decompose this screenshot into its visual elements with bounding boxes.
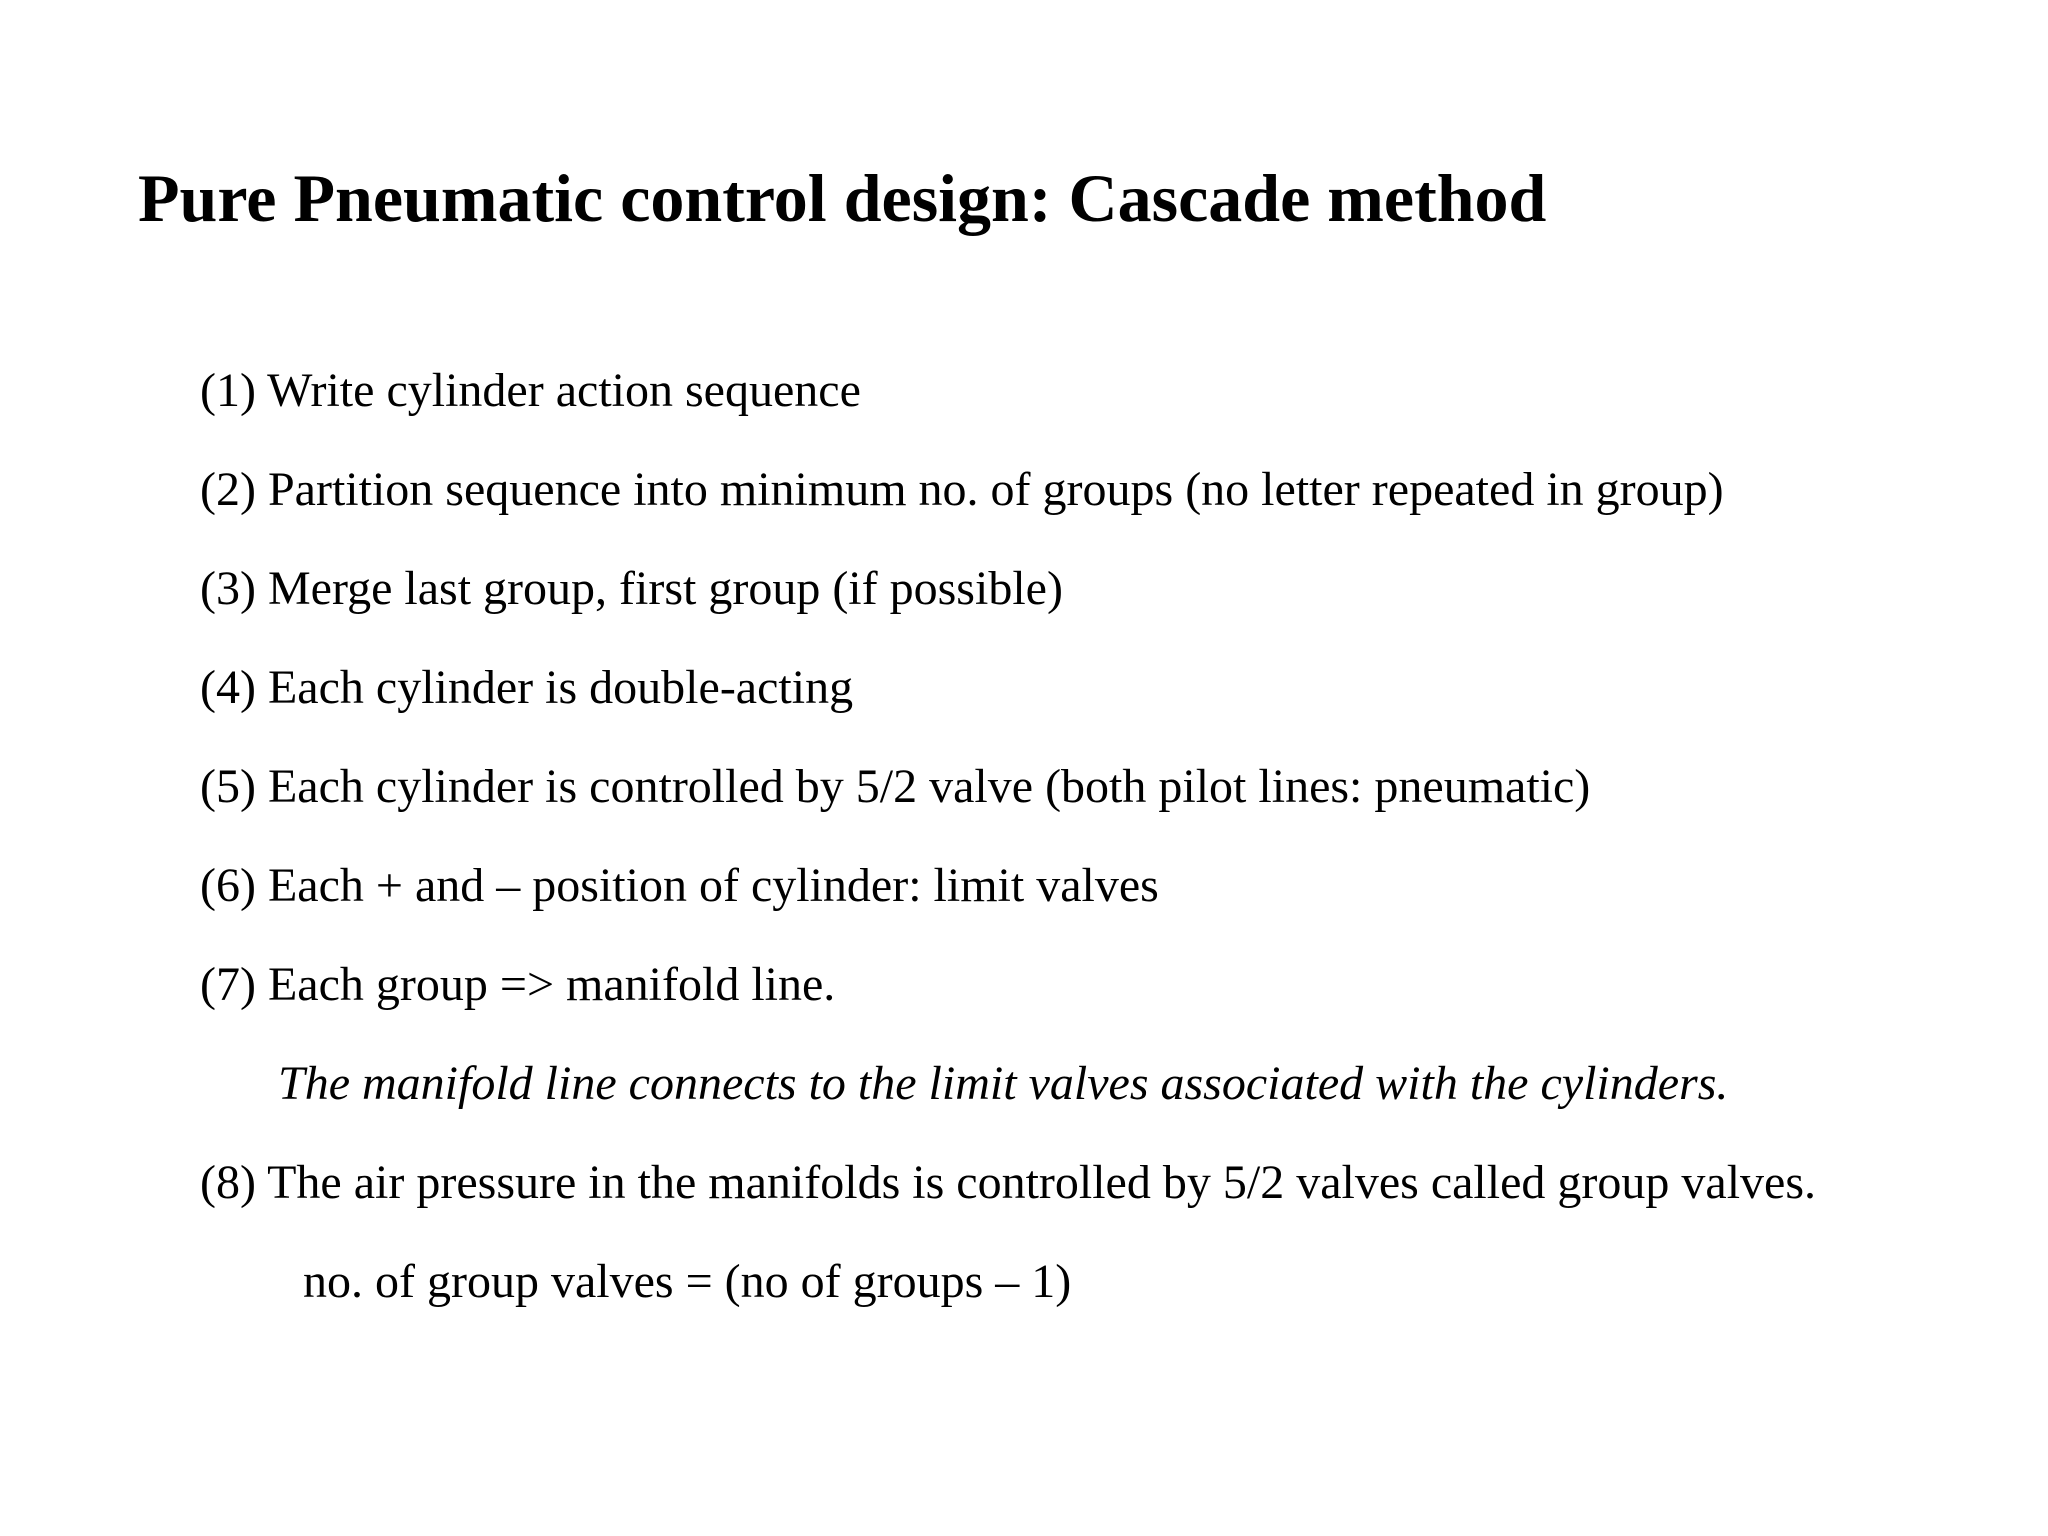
group-valves-formula: no. of group valves = (no of groups – 1) bbox=[303, 1255, 1072, 1308]
step-6: (6) Each + and – position of cylinder: limit valves bbox=[200, 859, 1159, 912]
step-8: (8) The air pressure in the manifolds is controlled by 5/2 valves called group valves. bbox=[200, 1156, 1817, 1209]
step-5: (5) Each cylinder is controlled by 5/2 valve (both pilot lines: pneumatic) bbox=[200, 760, 1591, 813]
slide-title: Pure Pneumatic control design: Cascade method bbox=[138, 160, 1547, 236]
step-2: (2) Partition sequence into minimum no. of groups (no letter repeated in group) bbox=[200, 463, 1724, 516]
step-7: (7) Each group => manifold line. bbox=[200, 958, 836, 1011]
step-1: (1) Write cylinder action sequence bbox=[200, 364, 861, 417]
step-3: (3) Merge last group, first group (if possible) bbox=[200, 562, 1063, 615]
step-4: (4) Each cylinder is double-acting bbox=[200, 661, 854, 714]
manifold-note: The manifold line connects to the limit valves associated with the cylinders. bbox=[278, 1057, 1729, 1110]
